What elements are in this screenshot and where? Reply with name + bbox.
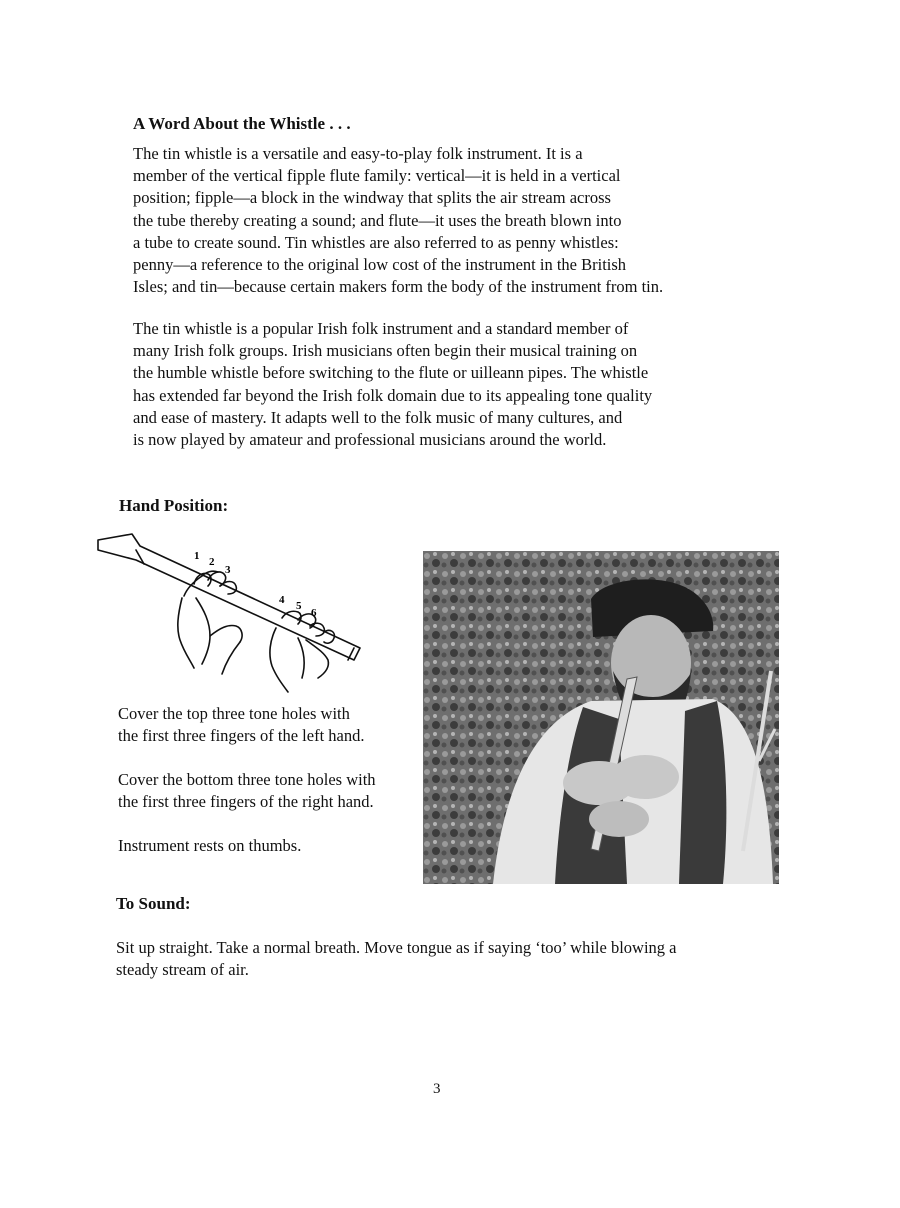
hand-position-instruction-1 (118, 703, 365, 747)
text-line: position; fipple—a block in the windway that splits the air stream across (133, 188, 611, 208)
text-line: Instrument rests on thumbs. (118, 836, 302, 855)
text-line: Isles; and tin—because certain makers form the body of the instrument from tin. (133, 277, 664, 297)
text-line: member of the vertical fipple flute family: vertical—it is held in a vertical (133, 166, 621, 186)
text-line: a tube to create sound. Tin whistles are also referred to as penny whistles: (133, 232, 619, 252)
finger-number-5: 5 (296, 600, 302, 612)
text-line: steady stream of air. (116, 960, 249, 980)
text-line: the first three fingers of the right hand. (118, 792, 374, 812)
text-line: the humble whistle before switching to the flute or uilleann pipes. The whistle (133, 363, 649, 383)
finger-number-6: 6 (311, 607, 317, 619)
hand-position-instruction-2 (118, 769, 376, 813)
section-heading-hand-position: Hand Position: (119, 496, 229, 515)
section-heading-to-sound: To Sound: (116, 894, 191, 913)
text-line: Cover the bottom three tone holes with (118, 770, 376, 789)
hand-position-instruction-3 (118, 835, 301, 857)
finger-number-4: 4 (279, 594, 285, 606)
finger-number-2: 2 (209, 556, 215, 568)
whistle-hand-position-illustration (92, 528, 372, 696)
section-heading-word-about-whistle: A Word About the Whistle . . . (133, 114, 351, 133)
text-line: Sit up straight. Take a normal breath. Move tongue as if saying ‘too’ while blowing a (116, 938, 677, 957)
finger-number-1: 1 (194, 550, 200, 562)
whistle-player-photo (423, 551, 779, 884)
text-line: penny—a reference to the original low cost of the instrument in the British (133, 255, 627, 275)
text-line: many Irish folk groups. Irish musicians often begin their musical training on (133, 341, 638, 361)
text-line: The tin whistle is a popular Irish folk instrument and a standard member of (133, 319, 629, 338)
text-line: The tin whistle is a versatile and easy-to-play folk instrument. It is a (133, 144, 583, 163)
intro-paragraph-1 (133, 143, 663, 298)
page-number: 3 (433, 1081, 441, 1097)
text-line: has extended far beyond the Irish folk domain due to its appealing tone quality (133, 385, 653, 405)
intro-paragraph-2 (133, 318, 652, 451)
to-sound-instructions (116, 937, 677, 981)
text-line: and ease of mastery. It adapts well to the folk music of many cultures, and (133, 407, 623, 427)
text-line: is now played by amateur and professional musicians around the world. (133, 430, 607, 450)
text-line: the first three fingers of the left hand. (118, 726, 365, 746)
text-line: the tube thereby creating a sound; and flute—it uses the breath blown into (133, 210, 622, 230)
text-line: Cover the top three tone holes with (118, 704, 350, 723)
finger-number-3: 3 (225, 564, 231, 576)
